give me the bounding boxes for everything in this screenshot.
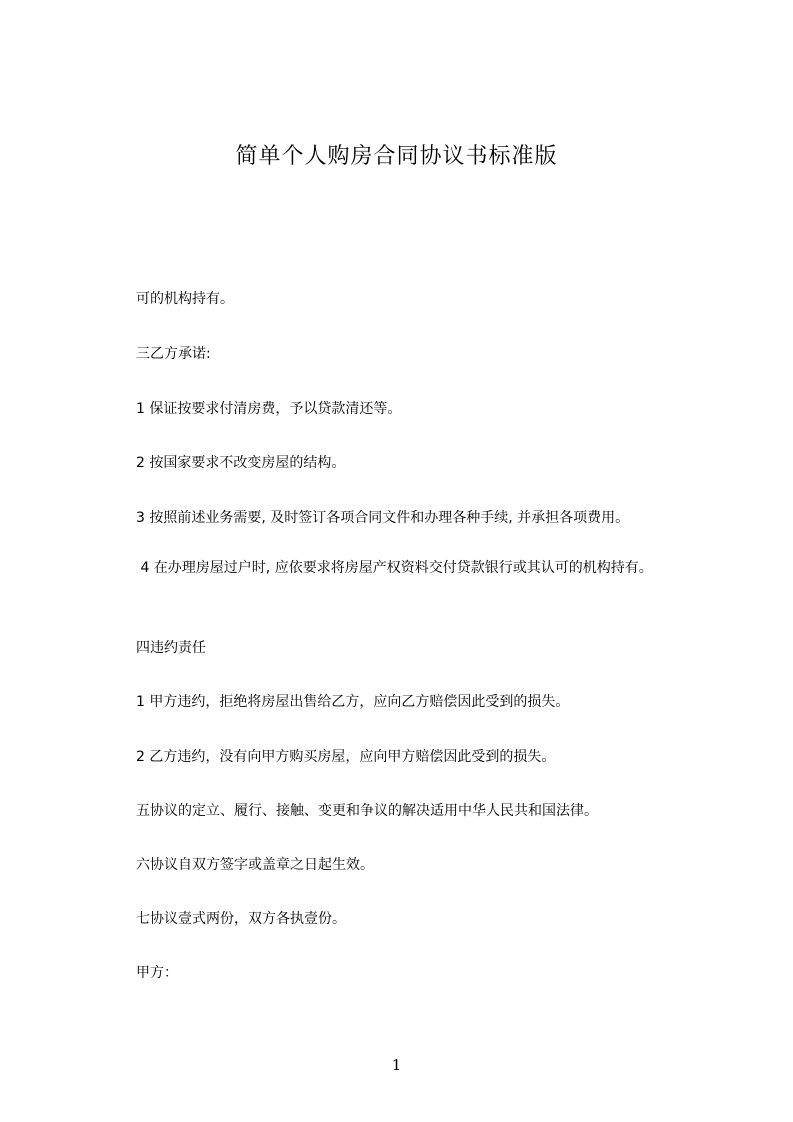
paragraph-text: 三乙方承诺: [136,346,211,362]
paragraph [105,746,705,768]
section-heading [105,800,705,822]
paragraph-text: 1 保证按要求付清房费，予以贷款清还等。 [136,401,402,417]
page-number: 1 [391,1056,402,1074]
document-title: 简单个人购房合同协议书标准版 [235,144,558,169]
paragraph-text: 五协议的定立、履行、接触、变更和争议的解决适用中华人民共和国法律。 [136,803,598,819]
paragraph-text: 可的机构持有。 [136,291,234,307]
paragraph-text: 七协议壹式两份，双方各执壹份。 [136,911,346,927]
signature-label [105,962,705,984]
paragraph [105,691,705,713]
paragraph [105,398,705,420]
section-heading [105,854,705,876]
section-heading [105,637,705,659]
paragraph [105,507,705,529]
paragraph [105,557,705,579]
paragraph-text: 1 甲方违约，拒绝将房屋出售给乙方，应向乙方赔偿因此受到的损失。 [136,694,570,710]
paragraph-text: 甲方： [136,965,178,981]
paragraph-text: 4 在办理房屋过户时, 应依要求将房屋产权资料交付贷款银行或其认可的机构持有。 [136,560,653,576]
paragraph-text: 3 按照前述业务需要, 及时签订各项合同文件和办理各种手续, 并承担各项费用。 [136,510,630,526]
paragraph-text: 四违约责任 [136,640,206,656]
paragraph-text: 2 按国家要求不改变房屋的结构。 [136,455,346,471]
paragraph-text: 2 乙方违约，没有向甲方购买房屋，应向甲方赔偿因此受到的损失。 [136,749,556,765]
section-heading [105,908,705,930]
paragraph [105,452,705,474]
paragraph-text: 六协议自双方签字或盖章之日起生效。 [136,857,374,873]
section-heading [105,343,705,365]
paragraph [105,288,705,310]
